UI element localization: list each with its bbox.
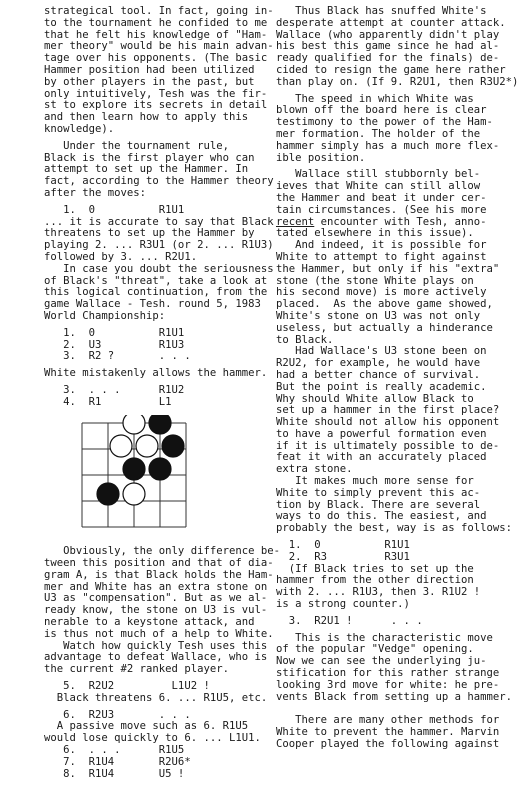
text-line: stification for this rather strange [276, 667, 500, 680]
move-line: 6. . . . R1U5 [44, 744, 185, 757]
text-line: ieves that White can still allow [276, 180, 481, 193]
text-line: Wallace still stubbornly bel- [276, 168, 481, 181]
passive-paragraph [44, 721, 266, 745]
text-line: (If Black tries to set up the [276, 562, 474, 575]
vedge-paragraph [276, 631, 512, 751]
text-line: Thus Black has snuffed White's [276, 5, 487, 17]
text-line: and then learn how to apply this [44, 111, 249, 124]
text-line: cided to resign the game here rather [276, 63, 506, 76]
text-line: The speed in which White was [276, 92, 474, 105]
text-line: playing 2. ... R3U1 (or 2. ... R1U3) [44, 239, 274, 252]
text-line: stone (the stone White plays on [276, 274, 474, 287]
text-line: by other players in the past, but [44, 75, 255, 88]
white-stone [123, 483, 145, 505]
text-line: There are many other methods for [276, 714, 500, 727]
text-line: White's stone on U3 was not only [276, 309, 481, 322]
text-line: followed by 3. ... R2U1. [44, 250, 198, 263]
text-line: hammer simply has a much more flex- [276, 139, 500, 152]
move-line: 3. R2 ? . . . [44, 350, 191, 363]
text-line: after the moves: [44, 186, 147, 199]
text-line: gram A, is that Black holds the Ham- [44, 568, 274, 581]
white-stone [110, 435, 132, 457]
speed-paragraph [276, 94, 504, 165]
text-line: tain circumstances. (See his more [276, 203, 487, 216]
text-line: to have a powerful formation even [276, 427, 487, 440]
text-line: R2U2, for example, he would have [276, 357, 481, 370]
text-line: Watch how quickly Tesh uses this [44, 639, 268, 652]
text-line: Cooper played the following against [276, 737, 500, 750]
tournament-rule-paragraph [44, 139, 274, 200]
text-line: A passive move such as 6. R1U5 [44, 720, 249, 733]
move-line: 7. R1U4 R2U6* [44, 755, 191, 768]
text-line: White to simply prevent this ac- [276, 486, 481, 499]
text-line: only intuitively, Tesh was the fir- [44, 87, 268, 100]
mistake-note: White mistakenly allows the hammer. [44, 367, 268, 380]
text-line: Under the tournament rule, [44, 139, 229, 152]
doubt-paragraph [44, 262, 274, 323]
move-line: 8. R1U4 U5 ! [44, 767, 185, 780]
text-line: would lose quickly to 6. ... L1U1. [44, 732, 261, 745]
text-line: It makes much more sense for [276, 475, 474, 488]
threat-note: Black threatens 6. ... R1U5, etc. [44, 691, 268, 704]
move-line: 6. R2U3 . . . [44, 708, 191, 721]
text-line: ready know, the stone on U3 is vul- [44, 604, 268, 617]
text-line: White to prevent the hammer. Marvin [276, 726, 500, 739]
text-line: of Black's "threat", take a look at [44, 274, 268, 287]
obvious-paragraph [44, 545, 280, 676]
text-fragment: encounter with Tesh, anno- [314, 215, 487, 228]
text-line: In case you doubt the seriousness [44, 262, 274, 275]
text-line: his best this game since he had al- [276, 40, 500, 53]
move-list [44, 328, 266, 363]
left-column [44, 5, 280, 780]
text-line: to Black. [276, 333, 334, 346]
text-line: ways to do this. The easiest, and [276, 510, 487, 523]
text-line: knowledge). [44, 122, 115, 135]
move-line: 4. R1 L1 [44, 395, 172, 408]
text-line: mer formation. The holder of the [276, 127, 481, 140]
text-line: mer theory" would be his main advan- [44, 40, 274, 53]
text-line: World Championship: [44, 309, 166, 322]
text-line: Had Wallace's U3 stone been on [276, 345, 487, 358]
text-line: But the point is really academic. [276, 380, 487, 393]
text-line: set up a hammer in the first place? [276, 404, 500, 417]
text-line: nerable to a keystone attack, and [44, 616, 255, 629]
text-line: ready qualified for the finals) de- [276, 52, 500, 65]
text-line: blown off the board here is clear [276, 104, 487, 117]
text-line: useless, but actually a hinderance [276, 321, 493, 334]
text-line: ible position. [276, 151, 366, 164]
text-line: Why should White allow Black to [276, 392, 474, 405]
text-line: desperate attempt at counter attack. [276, 16, 506, 29]
hammer-diagram [74, 415, 194, 537]
text-line: strategical tool. In fact, going in- [44, 5, 274, 17]
text-line: attempt to set up the Hammer. In [44, 163, 249, 176]
text-line: U3 as "compensation". But as we al- [44, 592, 268, 605]
move-line: 5. R2U2 L1U2 ! [44, 680, 210, 693]
text-line: hammer from the other direction [276, 574, 474, 587]
text-line: threatens to set up the Hammer by [44, 227, 255, 240]
text-line: the current #2 ranked player. [44, 663, 229, 676]
underlined-word: recent [276, 215, 315, 228]
text-line: White to attempt to fight against [276, 250, 487, 263]
black-stone [149, 415, 171, 434]
text-line: Hammer position had been utilized [44, 63, 255, 76]
move-line: 2. R3 R3U1 [276, 550, 410, 563]
snuff-paragraph [276, 5, 519, 89]
move-line: 1. 0 R1U1 [276, 539, 410, 552]
text-line: is thus not much of a help to White. [44, 627, 274, 640]
counter-paragraph [276, 564, 504, 611]
text-line: this logical continuation, from the [44, 286, 268, 299]
move-line: 1. 0 R1U1 [44, 326, 185, 339]
text-line: if it is ultimately possible to de- [276, 439, 500, 452]
text-line: testimony to the power of the Ham- [276, 116, 493, 129]
text-line: looking 3rd move for white: he pre- [276, 678, 500, 691]
text-line: This is the characteristic move [276, 631, 493, 644]
white-stone [136, 435, 158, 457]
black-stone [123, 458, 145, 480]
move-line: 3. R2U1 ! . . . [276, 614, 423, 627]
intro-paragraph [44, 5, 274, 136]
text-line: ... it is accurate to say that Black [44, 215, 274, 228]
black-stone [149, 458, 171, 480]
text-line: than play on. (If 9. R2U1, then R3U2*) [276, 75, 519, 88]
wallace-paragraph [276, 168, 512, 535]
move-list [276, 540, 504, 564]
text-line: is a strong counter.) [276, 598, 410, 611]
text-line: game Wallace - Tesh. round 5, 1983 [44, 298, 261, 311]
text-line: extra stone. [276, 463, 353, 476]
text-line: fact, according to the Hammer theory [44, 175, 274, 188]
text-line: his second move) is more actively [276, 286, 487, 299]
text-line: tage over his opponents. (The basic [44, 52, 268, 65]
white-stone [123, 415, 145, 434]
text-line: st to explore its secrets in detail [44, 99, 268, 112]
text-line: to the tournament he confided to me [44, 16, 268, 29]
text-line: with 2. ... R1U3, then 3. R1U2 ! [276, 586, 481, 599]
black-stone [97, 483, 119, 505]
text-line: White should not allow his opponent [276, 416, 500, 429]
text-line: the Hammer, but only if his "extra" [276, 262, 500, 275]
move-line: 1. 0 R1U1 [44, 203, 185, 216]
text-line: placed. As the above game showed, [276, 298, 493, 311]
black-stone [162, 435, 184, 457]
text-line: probably the best, way is as follows: [276, 522, 512, 535]
text-line: tion by Black. There are several [276, 498, 481, 511]
text-line: vents Black from setting up a hammer. [276, 690, 512, 703]
text-line: had a better chance of survival. [276, 368, 481, 381]
text-line: tween this position and that of dia- [44, 557, 274, 570]
move-line: 2. U3 R1U3 [44, 338, 185, 351]
text-line: Wallace (who apparently didn't play [276, 28, 500, 41]
text-line: And indeed, it is possible for [276, 239, 487, 252]
text-line: feat it with an accurately placed [276, 451, 487, 464]
move-line: 3. . . . R1U2 [44, 383, 185, 396]
text-line: Obviously, the only difference be- [44, 545, 280, 558]
text-line: that he felt his knowledge of "Ham- [44, 28, 268, 41]
move-list [44, 745, 266, 780]
stones [97, 415, 184, 505]
text-line: Now we can see the underlying ju- [276, 655, 487, 668]
text-line: the Hammer and beat it under cer- [276, 191, 487, 204]
threat-paragraph [44, 215, 274, 264]
move-list [44, 385, 266, 409]
text-line: advantage to defeat Wallace, who is [44, 651, 268, 664]
text-line: of the popular "Vedge" opening. [276, 643, 474, 656]
right-column [276, 5, 519, 751]
text-line: mer and White has an extra stone on [44, 580, 268, 593]
text-line: tated elsewhere in this issue). [276, 227, 474, 240]
text-line: Black is the first player who can [44, 151, 255, 164]
